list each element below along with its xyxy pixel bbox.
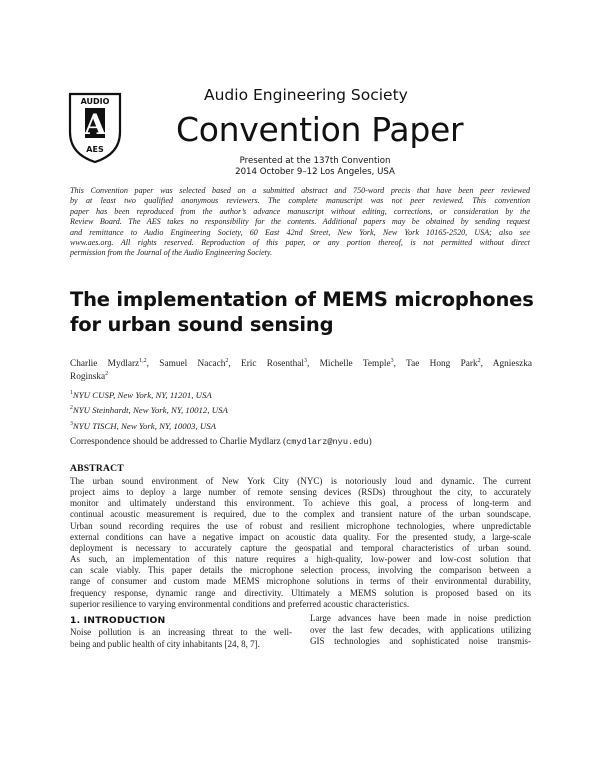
- abstract-line: can scale viably. This paper details the microphone selection process, involving the comparison between a: [70, 565, 531, 576]
- review-notice: [70, 186, 530, 259]
- abstract-body: [70, 476, 531, 610]
- paper-title: [70, 287, 540, 337]
- affiliation-sup: 1: [70, 390, 73, 397]
- abstract-line: external conditions can have a negative impact on acoustic data quality. For the presented study, a large-scale: [70, 531, 531, 542]
- affiliation: [70, 421, 216, 431]
- intro-line: Noise pollution is an increasing threat to the well-: [70, 627, 292, 637]
- notice-line: permission from the Journal of the Audio Engineering Society.: [70, 248, 273, 258]
- abstract-line: frequency response, dynamic range and directivity. Ultimately a MEMS solution is proposed based on its: [70, 587, 531, 598]
- abstract-line: continual acoustic measurement is required, due to the complex and transient nature of the urban soundscape.: [70, 509, 531, 520]
- presented-line-2: 2014 October 9–12 Los Angeles, USA: [235, 167, 395, 177]
- logo-letter: A: [84, 108, 106, 141]
- abstract-line: The urban sound environment of New York City (NYC) is notoriously loud and dynamic. The current: [70, 476, 531, 486]
- affiliation-text: NYU TISCH, New York, NY, 10003, USA: [72, 421, 216, 431]
- presented-line-1: Presented at the 137th Convention: [239, 156, 391, 166]
- author-name: , Michelle Temple: [307, 359, 391, 369]
- abstract-line: monitor and ultimately understand this environment. To achieve this goal, a process of long-term and: [70, 498, 531, 509]
- author-line-2: [70, 372, 108, 382]
- abstract-line: range of consumer and custom made MEMS microphone solutions in terms of their environmental durability,: [70, 576, 531, 587]
- correspondence: [70, 437, 372, 447]
- author-name: Roginska: [70, 371, 106, 382]
- author-affil-sup: 2: [477, 357, 481, 364]
- author-name: Charlie Mydlarz: [70, 359, 140, 369]
- author-affil-sup: 1,2: [139, 357, 147, 364]
- affiliation-text: NYU Steinhardt, New York, NY, 10012, USA: [72, 405, 228, 415]
- abstract-heading: ABSTRACT: [70, 463, 124, 474]
- notice-line: and remittance to Audio Engineering Society, 60 East 42nd Street, New York, New York 10165-2520, USA; also see: [70, 227, 530, 237]
- section-heading-introduction: 1. INTRODUCTION: [70, 615, 166, 626]
- author-line-1: [70, 358, 532, 371]
- author-affil-sup: 2: [105, 370, 109, 377]
- correspondence-suffix: ): [368, 437, 372, 447]
- correspondence-text: Correspondence should be addressed to Charlie Mydlarz (: [70, 437, 287, 447]
- author-list: [70, 358, 532, 383]
- author-name: , Agnieszka: [480, 359, 533, 369]
- notice-line: Review Board. The AES takes no responsibility for the contents. Additional papers may be obtained by sending request: [70, 217, 530, 227]
- affiliation-text: NYU CUSP, New York, NY, 11201, USA: [72, 390, 212, 400]
- affiliation-sup: 3: [70, 421, 73, 428]
- aes-logo-icon: [68, 92, 122, 164]
- intro-left-column: [70, 627, 292, 650]
- author-name: , Eric Rosenthal: [228, 359, 304, 369]
- author-affil-sup: 2: [225, 357, 229, 364]
- notice-line: by at least two qualified anonymous reviewers. The complete manuscript was not peer reviewed. This convention: [70, 196, 530, 206]
- author-affil-sup: 3: [304, 357, 307, 364]
- notice-line: www.aes.org. All rights reserved. Reproduction of this paper, or any portion thereof, is not permitted without direct: [70, 238, 530, 248]
- abstract-line: Urban sound recording requires the use of robust and resilient microphone technologies, where unpredictable: [70, 520, 531, 531]
- affiliation: [70, 405, 228, 415]
- correspondence-email[interactable]: cmydlarz@nyu.edu: [286, 437, 369, 447]
- logo-text-bottom: AES: [86, 145, 104, 154]
- author-affil-sup: 3: [390, 357, 394, 364]
- intro-right-column: [310, 613, 531, 648]
- paper-title-line-2: for urban sound sensing: [70, 313, 334, 336]
- intro-line: Large advances have been made in noise prediction: [310, 613, 531, 623]
- intro-line: over the last few decades, with applications utilizing: [310, 624, 531, 635]
- affiliation: [70, 390, 212, 400]
- notice-line: paper has been reproduced from the author’s advance manuscript without editing, corrections, or consideration by the: [70, 206, 530, 216]
- convention-paper-title: Convention Paper: [176, 110, 464, 149]
- logo-text-top: AUDIO: [80, 97, 110, 106]
- society-name: Audio Engineering Society: [204, 86, 408, 104]
- intro-line: GIS technologies and sophisticated noise transmis-: [310, 636, 531, 647]
- paper-title-line-1: The implementation of MEMS microphones: [70, 288, 534, 311]
- abstract-line: As such, an implementation of this nature requires a high-quality, low-power and low-cost solution that: [70, 554, 531, 565]
- author-name: , Samuel Nacach: [146, 359, 226, 369]
- presented-block: [0, 156, 600, 178]
- affiliation-sup: 2: [70, 405, 73, 412]
- intro-line: being and public health of city inhabitants [24, 8, 7].: [70, 638, 260, 649]
- abstract-line: project aims to deploy a large number of remote sensing devices (RSDs) throughout the city, to accurately: [70, 487, 531, 498]
- abstract-line: superior resilience to varying environmental conditions and preferred acoustic characteristics.: [70, 598, 410, 609]
- author-name: , Tae Hong Park: [393, 359, 478, 369]
- notice-line: This Convention paper was selected based on a submitted abstract and 750-word precis that have been peer reviewed: [70, 186, 530, 195]
- abstract-line: deployment is necessary to accurately capture the geospatial and temporal characteristics of urban sound.: [70, 542, 531, 553]
